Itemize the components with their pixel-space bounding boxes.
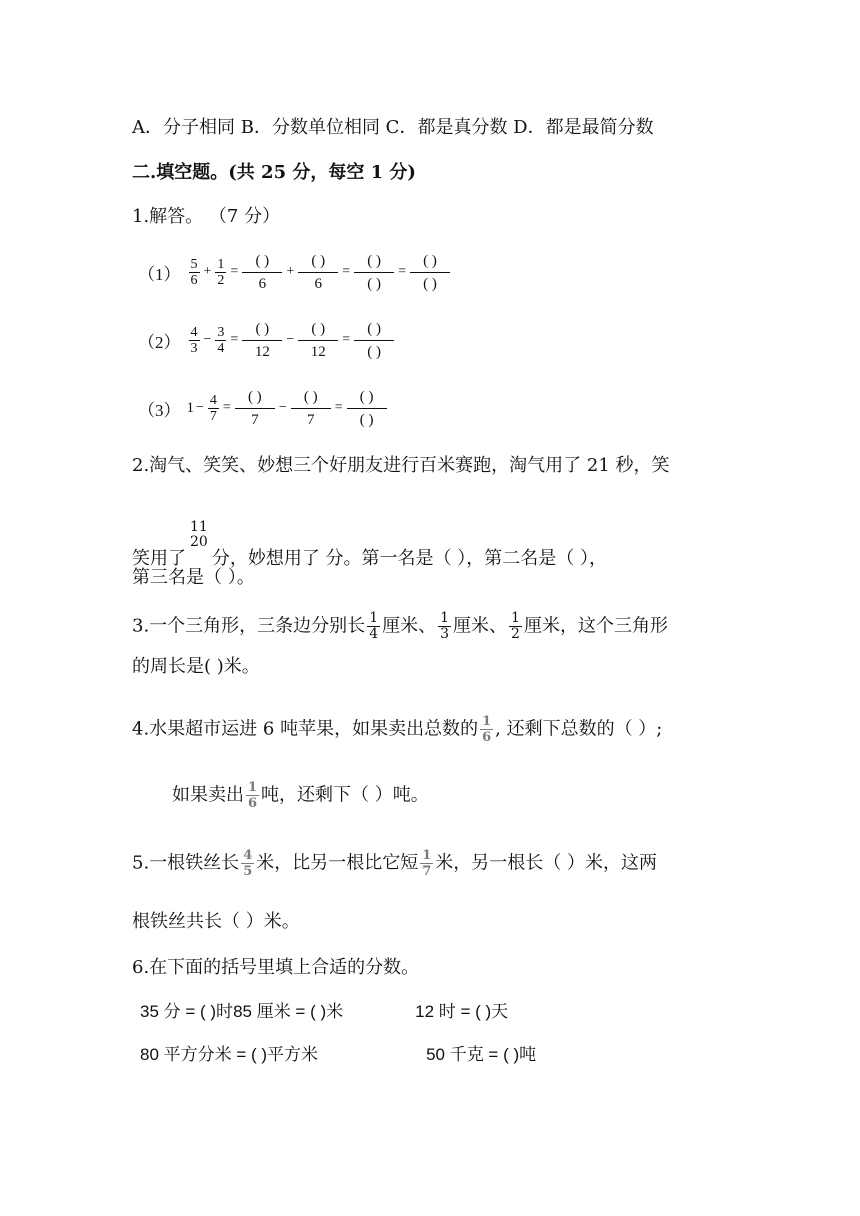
q6-item-3: 12 时 = ( )天: [415, 1002, 509, 1021]
q4-line-1: 4.水果超市运进 6 吨苹果，如果卖出总数的 $\frac{1}{6}$ , 还剩下总数的（ ）;: [132, 714, 663, 745]
q6-item-5: 50 千克 = ( )吨: [426, 1045, 537, 1064]
q5-line-2: 根铁丝共长（ ）米。: [132, 911, 300, 932]
q5-frac-1: $\frac{4}{5}$: [243, 848, 253, 879]
q3-frac-3: $\frac{1}{2}$: [511, 610, 520, 642]
eq2-blank-frac-2[interactable]: $\frac{( )}{12}$: [298, 318, 338, 363]
eq1-frac-b: $\frac{1}{2}$: [217, 256, 225, 288]
eq2-label: （2）: [138, 332, 181, 352]
eq2-frac-b: $\frac{3}{4}$: [217, 324, 225, 356]
q5-frac-2: $\frac{1}{7}$: [422, 848, 432, 879]
eq3-label: （3）: [138, 400, 181, 420]
eq2-blank-frac-1[interactable]: $\frac{( )}{12}$: [242, 318, 282, 363]
q3-line-2: 的周长是( )米。: [132, 656, 260, 677]
eq3-frac-b: $\frac{4}{7}$: [209, 392, 217, 424]
eq2-blank-frac-3[interactable]: $\frac{( )}{( )}$: [354, 318, 394, 363]
eq1-blank-frac-3[interactable]: $\frac{( )}{( )}$: [354, 250, 394, 295]
q2-line-1: 2.淘气、笑笑、妙想三个好朋友进行百米赛跑，淘气用了 21 秒，笑: [132, 455, 670, 476]
q4-frac-2: $\frac{1}{6}$: [248, 780, 258, 811]
eq3-blank-frac-1[interactable]: $\frac{( )}{7}$: [235, 386, 275, 431]
q5-line-1: 5.一根铁丝长 $\frac{4}{5}$ 米，比另一根比它短 $\frac{1}{7}$ 米，另一根长（ ）米，这两: [132, 848, 658, 879]
q6-title: 6.在下面的括号里填上合适的分数。: [132, 957, 420, 978]
q4-line-2: 如果卖出 $\frac{1}{6}$ 吨，还剩下（ ）吨。: [172, 780, 429, 811]
q2-line-3: 第三名是（ ）。: [132, 567, 255, 588]
eq1-frac-a: $\frac{5}{6}$: [190, 256, 198, 288]
eq1-blank-frac-4[interactable]: $\frac{( )}{( )}$: [410, 250, 450, 295]
section2-title: 二.填空题。(共 25 分，每空 1 分): [132, 162, 416, 183]
q1-equation-2: （2） $\frac{4}{3}$ − $\frac{3}{4}$ = $\frac{( )}{12}$ − $\frac{( )}{12}$ = $\frac{( )}{( )}$: [138, 310, 396, 370]
q1-equation-1: （1） $\frac{5}{6}$ + $\frac{1}{2}$ = $\frac{( )}{6}$ + $\frac{( )}{6}$ = $\frac{( )}{( )}$ = $\frac{( )}{( )}$: [138, 242, 452, 302]
q3-frac-2: $\frac{1}{3}$: [440, 610, 450, 642]
eq1-label: （1）: [138, 264, 181, 284]
q6-item-1: 35 分 = ( )时: [140, 1002, 234, 1021]
eq1-blank-frac-2[interactable]: $\frac{( )}{6}$: [298, 250, 338, 295]
q6-item-4: 80 平方分米 = ( )平方米: [140, 1045, 319, 1064]
q2-fraction: 11 20: [190, 519, 208, 550]
q1-title: 1.解答。 （7 分）: [132, 206, 281, 227]
q6-row-1: [140, 1000, 508, 1024]
q6-item-2: 85 厘米 = ( )米: [233, 1002, 344, 1021]
q6-row-2: [140, 1043, 536, 1067]
eq3-blank-frac-3[interactable]: $\frac{( )}{( )}$: [347, 386, 387, 431]
eq2-frac-a: $\frac{4}{3}$: [190, 324, 198, 356]
q2-line-2: 笑用了 11 20 分，妙想用了 分。第一名是（ ），第二名是（ ），: [132, 519, 607, 569]
q3-line-1: 3.一个三角形，三条边分别长 $\frac{1}{4}$ 厘米、 $\frac{1}{3}$ 厘米、 $\frac{1}{2}$ 厘米，这个三角形: [132, 610, 668, 642]
q4-frac-1: $\frac{1}{6}$: [482, 714, 492, 745]
eq1-blank-frac-1[interactable]: $\frac{( )}{6}$: [242, 250, 282, 295]
options-line: A．分子相同 B．分数单位相同 C．都是真分数 D．都是最简分数: [132, 117, 654, 138]
eq3-lead: 1: [186, 399, 194, 416]
eq3-blank-frac-2[interactable]: $\frac{( )}{7}$: [291, 386, 331, 431]
q1-equation-3: （3） 1 − $\frac{4}{7}$ = $\frac{( )}{7}$ − $\frac{( )}{7}$ = $\frac{( )}{( )}$: [138, 378, 389, 438]
q3-frac-1: $\frac{1}{4}$: [369, 610, 379, 642]
